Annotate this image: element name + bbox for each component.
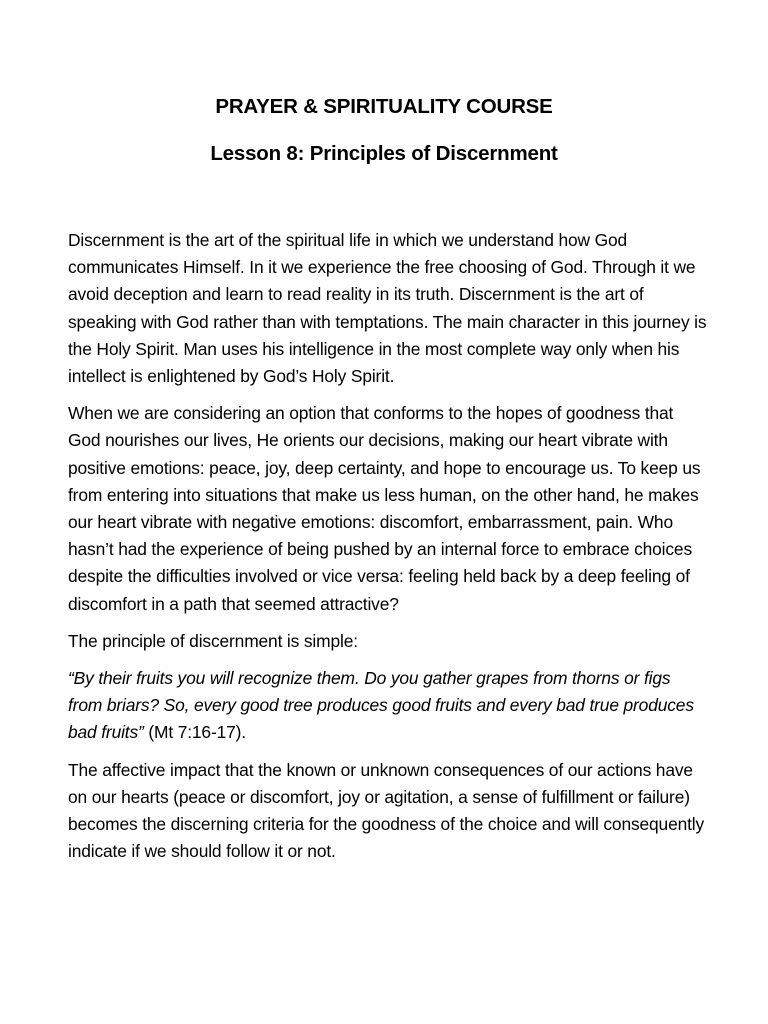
- paragraph-principle: The principle of discernment is simple:: [68, 630, 358, 651]
- paragraph-emotions: When we are considering an option that conforms to the hopes of goodness that God nourishes our lives, He orients our decisions, making our heart vibrate with positive emotions: peace, joy, deep certainty, and hope to encourage us. To keep us from entering into situations that make us less human, on the other hand, he makes our heart vibrate with negative emotions: discomfort, embarrassment, pain. Who hasn’t had the experience of being pushed by an internal force to embrace choices despite the difficulties involved or vice versa: feeling held back by a deep feeling of discomfort in a path that seemed attractive?: [68, 403, 701, 614]
- scripture-reference: (Mt 7:16-17).: [143, 722, 246, 743]
- paragraph-affective-impact: The affective impact that the known or unknown consequences of our actions have on our hearts (peace or discomfort, joy or agitation, a sense of fulfillment or failure) becomes the discerning criteria for the goodness of the choice and will consequently indicate if we should follow it or not.: [68, 759, 705, 862]
- lesson-body: [68, 227, 708, 875]
- scripture-quote: [68, 665, 708, 747]
- scripture-quote-text: “By their fruits you will recognize them. Do you gather grapes from thorns or figs from briars? So, every good tree produces good fruits and every bad true produces bad fruits”: [68, 668, 694, 743]
- course-title: PRAYER & SPIRITUALITY COURSE: [215, 95, 553, 118]
- paragraph-intro: Discernment is the art of the spiritual life in which we understand how God communicates Himself. In it we experience the free choosing of God. Through it we avoid deception and learn to read reality in its truth. Discernment is the art of speaking with God rather than with temptations. The main character in this journey is the Holy Spirit. Man uses his intelligence in the most complete way only when his intellect is enlightened by God’s Holy Spirit.: [68, 230, 707, 387]
- lesson-title: Lesson 8: Principles of Discernment: [210, 142, 558, 165]
